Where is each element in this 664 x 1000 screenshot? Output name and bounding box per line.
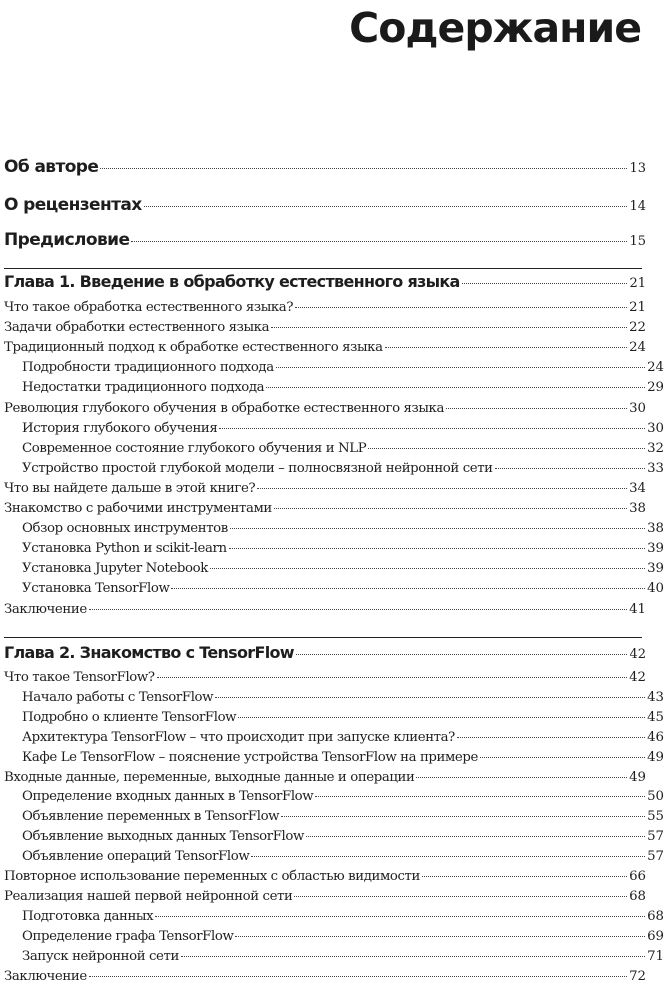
toc-entry-title: Устройство простой глубокой модели – полносвязной нейронной сети (22, 460, 493, 476)
toc-entry-title: Глава 2. Знакомство с TensorFlow (4, 643, 294, 662)
toc-page-number: 72 (629, 968, 646, 984)
dot-leader (251, 856, 645, 857)
toc-page-number: 29 (647, 380, 664, 396)
toc-entry-title: Входные данные, переменные, выходные данные и операции (4, 769, 415, 785)
toc-page-number: 21 (629, 276, 646, 291)
toc-entry-title: Архитектура TensorFlow – что происходит при запуске клиента? (22, 729, 455, 745)
toc-page-number: 32 (647, 440, 664, 456)
toc-page-number: 46 (647, 729, 664, 745)
toc-page-number: 50 (647, 789, 664, 805)
toc-entry-title: Начало работы с TensorFlow (22, 689, 214, 705)
toc-page-number: 24 (647, 360, 664, 376)
toc-subsection-entry[interactable] (0, 561, 664, 576)
toc-entry-title: Установка Python и scikit-learn (22, 541, 227, 557)
dot-leader (385, 347, 627, 348)
dot-leader (230, 528, 645, 529)
toc-chapter-heading[interactable] (0, 643, 646, 662)
toc-subsection-entry[interactable] (0, 949, 664, 964)
toc-front-matter-entry[interactable] (0, 157, 646, 177)
toc-page-number: 21 (629, 300, 646, 315)
dot-leader (266, 387, 645, 388)
dot-leader (238, 717, 645, 718)
toc-page-number: 38 (647, 521, 664, 537)
dot-leader (416, 777, 627, 778)
toc-subsection-entry[interactable] (0, 809, 664, 824)
dot-leader (274, 508, 627, 509)
toc-page-number: 69 (647, 928, 664, 944)
dot-leader (181, 956, 645, 957)
toc-page-number: 38 (629, 501, 646, 516)
toc-page-number: 42 (629, 670, 646, 685)
toc-entry-title: Недостатки традиционного подхода (22, 380, 265, 396)
toc-page-number: 30 (647, 420, 664, 436)
dot-leader (157, 677, 627, 678)
toc-page-number: 66 (629, 869, 646, 884)
toc-page-number: 15 (629, 234, 646, 249)
toc-page-number: 43 (647, 689, 664, 705)
toc-section-entry[interactable] (0, 670, 646, 685)
toc-subsection-entry[interactable] (0, 750, 664, 765)
dot-leader (89, 976, 627, 977)
dot-leader (276, 367, 645, 368)
toc-entry-title: Что такое TensorFlow? (4, 670, 155, 685)
dot-leader (368, 448, 645, 449)
chapter-divider (4, 637, 642, 638)
toc-entry-title: Запуск нейронной сети (22, 948, 179, 964)
toc-page-number: 41 (629, 601, 646, 617)
toc-page-number: 42 (629, 647, 646, 662)
toc-page-number: 71 (647, 948, 664, 964)
toc-page-number: 39 (647, 541, 664, 557)
toc-entry-title: История глубокого обучения (22, 420, 218, 436)
toc-entry-title: Глава 1. Введение в обработку естественного языка (4, 272, 460, 291)
toc-page-number: 22 (629, 320, 646, 336)
toc-page-number: 13 (629, 161, 646, 176)
toc-entry-title: Задачи обработки естественного языка (4, 320, 270, 336)
dot-leader (271, 327, 627, 328)
toc-front-matter-entry[interactable] (0, 230, 646, 250)
toc-subsection-entry[interactable] (0, 360, 664, 375)
toc-subsection-entry[interactable] (0, 730, 664, 745)
toc-entry-title: Что такое обработка естественного языка? (4, 300, 294, 315)
toc-subsection-entry[interactable] (0, 521, 664, 536)
toc-page-number: 68 (629, 888, 646, 904)
toc-entry-title: Революция глубокого обучения в обработке естественного языка (4, 400, 444, 416)
toc-entry-title: Заключение (4, 968, 87, 984)
toc-section-entry[interactable] (0, 501, 646, 516)
toc-entry-title: Определение входных данных в TensorFlow (22, 789, 314, 805)
toc-entry-title: Подготовка данных (22, 908, 154, 924)
toc-subsection-entry[interactable] (0, 829, 664, 844)
toc-subsection-entry[interactable] (0, 849, 664, 864)
toc-section-entry[interactable] (0, 969, 646, 984)
toc-front-matter-entry[interactable] (0, 195, 646, 215)
toc-entry-title: Обзор основных инструментов (22, 521, 228, 537)
page-title: Содержание (349, 4, 641, 52)
dot-leader (215, 697, 645, 698)
dot-leader (171, 588, 645, 589)
dot-leader (131, 241, 627, 242)
toc-subsection-entry[interactable] (0, 541, 664, 556)
dot-leader (100, 168, 627, 169)
dot-leader (315, 796, 645, 797)
toc-subsection-entry[interactable] (0, 380, 664, 395)
toc-page-number: 33 (647, 460, 664, 476)
toc-entry-title: Установка TensorFlow (22, 581, 170, 597)
toc-entry-title: Подробности традиционного подхода (22, 360, 274, 376)
toc-entry-title: Подробно о клиенте TensorFlow (22, 709, 237, 725)
dot-leader (155, 916, 645, 917)
toc-section-entry[interactable] (0, 869, 646, 884)
toc-page-number: 30 (629, 400, 646, 416)
dot-leader (229, 548, 645, 549)
toc-page-number: 57 (647, 849, 664, 865)
toc-entry-title: Реализация нашей первой нейронной сети (4, 888, 293, 904)
toc-section-entry[interactable] (0, 770, 646, 785)
toc-page-number: 14 (629, 199, 646, 214)
chapter-divider (4, 268, 642, 269)
toc-entry-title: Объявление переменных в TensorFlow (22, 809, 280, 825)
dot-leader (294, 896, 627, 897)
toc-entry-title: Установка Jupyter Notebook (22, 561, 208, 577)
dot-leader (306, 836, 645, 837)
toc-page-number: 39 (647, 561, 664, 577)
toc-entry-title: Определение графа TensorFlow (22, 928, 234, 944)
dot-leader (281, 816, 645, 817)
toc-subsection-entry[interactable] (0, 909, 664, 924)
toc-subsection-entry[interactable] (0, 929, 664, 944)
dot-leader (422, 876, 627, 877)
toc-section-entry[interactable] (0, 300, 646, 315)
toc-section-entry[interactable] (0, 481, 646, 496)
dot-leader (235, 936, 645, 937)
toc-entry-title: Об авторе (4, 157, 99, 177)
toc-section-entry[interactable] (0, 889, 646, 904)
dot-leader (89, 609, 627, 610)
toc-section-entry[interactable] (0, 401, 646, 416)
dot-leader (462, 283, 628, 284)
dot-leader (219, 428, 645, 429)
dot-leader (480, 757, 645, 758)
toc-page-number: 49 (629, 769, 646, 785)
toc-page-number: 57 (647, 829, 664, 845)
dot-leader (210, 568, 645, 569)
toc-entry-title: Повторное использование переменных с областью видимости (4, 869, 420, 884)
toc-subsection-entry[interactable] (0, 441, 664, 456)
toc-section-entry[interactable] (0, 320, 646, 335)
toc-entry-title: Предисловие (4, 230, 130, 250)
toc-subsection-entry[interactable] (0, 690, 664, 705)
dot-leader (296, 654, 628, 655)
toc-subsection-entry[interactable] (0, 421, 664, 436)
dot-leader (257, 488, 627, 489)
dot-leader (495, 468, 645, 469)
toc-section-entry[interactable] (0, 340, 646, 355)
toc-page-number: 49 (647, 749, 664, 765)
toc-entry-title: Объявление операций TensorFlow (22, 849, 250, 865)
toc-page-number: 68 (647, 908, 664, 924)
toc-subsection-entry[interactable] (0, 789, 664, 804)
toc-page-number: 55 (647, 809, 664, 825)
toc-page-number: 40 (647, 581, 664, 597)
dot-leader (446, 408, 627, 409)
toc-entry-title: Традиционный подход к обработке естественного языка (4, 340, 383, 356)
toc-entry-title: Современное состояние глубокого обучения и NLP (22, 440, 367, 456)
toc-subsection-entry[interactable] (0, 581, 664, 596)
dot-leader (457, 737, 645, 738)
toc-entry-title: Знакомство с рабочими инструментами (4, 501, 272, 516)
toc-section-entry[interactable] (0, 602, 646, 617)
toc-entry-title: О рецензентах (4, 195, 142, 215)
toc-entry-title: Кафе Le TensorFlow – пояснение устройства TensorFlow на примере (22, 749, 478, 765)
dot-leader (295, 307, 627, 308)
toc-subsection-entry[interactable] (0, 461, 664, 476)
toc-page-number: 24 (629, 340, 646, 356)
toc-subsection-entry[interactable] (0, 710, 664, 725)
toc-page-number: 45 (647, 709, 664, 725)
toc-chapter-heading[interactable] (0, 272, 646, 291)
toc-entry-title: Что вы найдете дальше в этой книге? (4, 480, 256, 496)
toc-entry-title: Заключение (4, 601, 87, 617)
toc-page-number: 34 (629, 480, 646, 496)
toc-entry-title: Объявление выходных данных TensorFlow (22, 829, 304, 845)
dot-leader (144, 206, 628, 207)
